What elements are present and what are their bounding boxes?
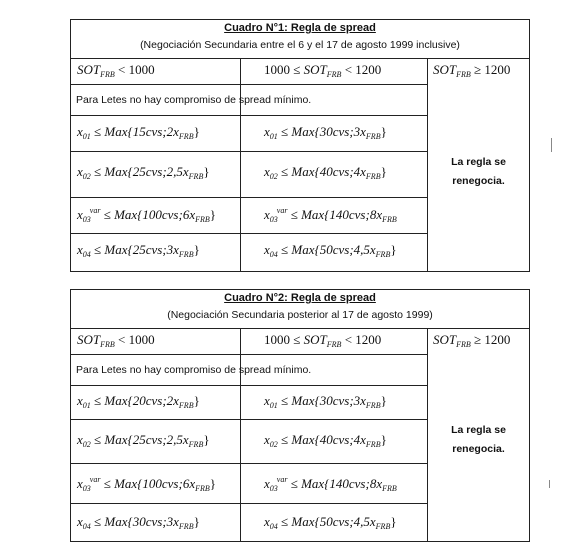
spread-rule-table-1 xyxy=(70,19,530,272)
rule-cell: $x_{01}$ ≤ $Max\{15cvs;2x_{FRB}\}$ xyxy=(77,124,200,141)
row-divider xyxy=(71,197,427,198)
row-divider xyxy=(71,503,427,504)
row-divider xyxy=(71,463,427,464)
rule-cell: $x_{01}$ ≤ $Max\{30cvs;3x_{FRB}\}$ xyxy=(264,393,387,410)
row-divider xyxy=(71,419,427,420)
scan-artifact xyxy=(551,138,552,152)
scan-artifact xyxy=(549,480,550,488)
rule-cell: $x_{03}^{var}$ ≤ $Max\{140cvs;8x_{FRB}$ xyxy=(264,475,397,493)
table-title: Cuadro N°1: Regla de spread xyxy=(224,22,376,34)
spread-rule-table-2 xyxy=(70,289,530,542)
column-head-high: $SOT_{FRB} \ge 1200$ xyxy=(433,332,511,349)
row-divider xyxy=(71,151,427,152)
rule-cell: $x_{02}$ ≤ $Max\{40cvs;4x_{FRB}\}$ xyxy=(264,432,387,449)
rule-cell: $x_{03}^{var}$ ≤ $Max\{100cvs;6x_{FRB}\}$ xyxy=(77,475,217,493)
table-header xyxy=(71,20,529,59)
column-head-mid: $1000 \le SOT_{FRB} < 1200$ xyxy=(264,332,382,349)
column-head-low: $SOT_{FRB} < 1000$ xyxy=(77,62,155,79)
rule-cell: $x_{01}$ ≤ $Max\{20cvs;2x_{FRB}\}$ xyxy=(77,393,200,410)
rule-cell: $x_{03}^{var}$ ≤ $Max\{100cvs;6x_{FRB}\}$ xyxy=(77,206,217,224)
rule-cell: $x_{02}$ ≤ $Max\{25cvs;2,5x_{FRB}\}$ xyxy=(77,164,210,181)
rule-cell: $x_{03}^{var}$ ≤ $Max\{140cvs;8x_{FRB}$ xyxy=(264,206,397,224)
row-divider xyxy=(71,385,427,386)
column-head-high: $SOT_{FRB} \ge 1200$ xyxy=(433,62,511,79)
row-divider xyxy=(71,233,427,234)
table-title: Cuadro N°2: Regla de spread xyxy=(224,292,376,304)
column-divider xyxy=(240,58,241,271)
table-subtitle: (Negociación Secundaria posterior al 17 de agosto 1999) xyxy=(167,309,433,321)
rule-cell: $x_{04}$ ≤ $Max\{50cvs;4,5x_{FRB}\}$ xyxy=(264,514,397,531)
rule-cell: $x_{04}$ ≤ $Max\{50cvs;4,5x_{FRB}\}$ xyxy=(264,242,397,259)
letes-note: Para Letes no hay compromiso de spread mínimo. xyxy=(76,94,312,106)
row-divider xyxy=(71,115,427,116)
row-divider xyxy=(71,354,427,355)
column-divider xyxy=(240,328,241,541)
column-head-mid: $1000 \le SOT_{FRB} < 1200$ xyxy=(264,62,382,79)
rule-cell: $x_{02}$ ≤ $Max\{40cvs;4x_{FRB}\}$ xyxy=(264,164,387,181)
renegotiation-note: La regla se renegocia. xyxy=(451,424,506,455)
table-header xyxy=(71,290,529,329)
renegotiation-note: La regla se renegocia. xyxy=(451,156,506,187)
letes-note: Para Letes no hay compromiso de spread mínimo. xyxy=(76,364,312,376)
table-subtitle: (Negociación Secundaria entre el 6 y el 17 de agosto 1999 inclusive) xyxy=(140,39,460,51)
rule-cell: $x_{04}$ ≤ $Max\{30cvs;3x_{FRB}\}$ xyxy=(77,514,200,531)
rule-cell: $x_{02}$ ≤ $Max\{25cvs;2,5x_{FRB}\}$ xyxy=(77,432,210,449)
rule-cell: $x_{01}$ ≤ $Max\{30cvs;3x_{FRB}\}$ xyxy=(264,124,387,141)
row-divider xyxy=(71,84,427,85)
column-head-low: $SOT_{FRB} < 1000$ xyxy=(77,332,155,349)
rule-cell: $x_{04}$ ≤ $Max\{25cvs;3x_{FRB}\}$ xyxy=(77,242,200,259)
